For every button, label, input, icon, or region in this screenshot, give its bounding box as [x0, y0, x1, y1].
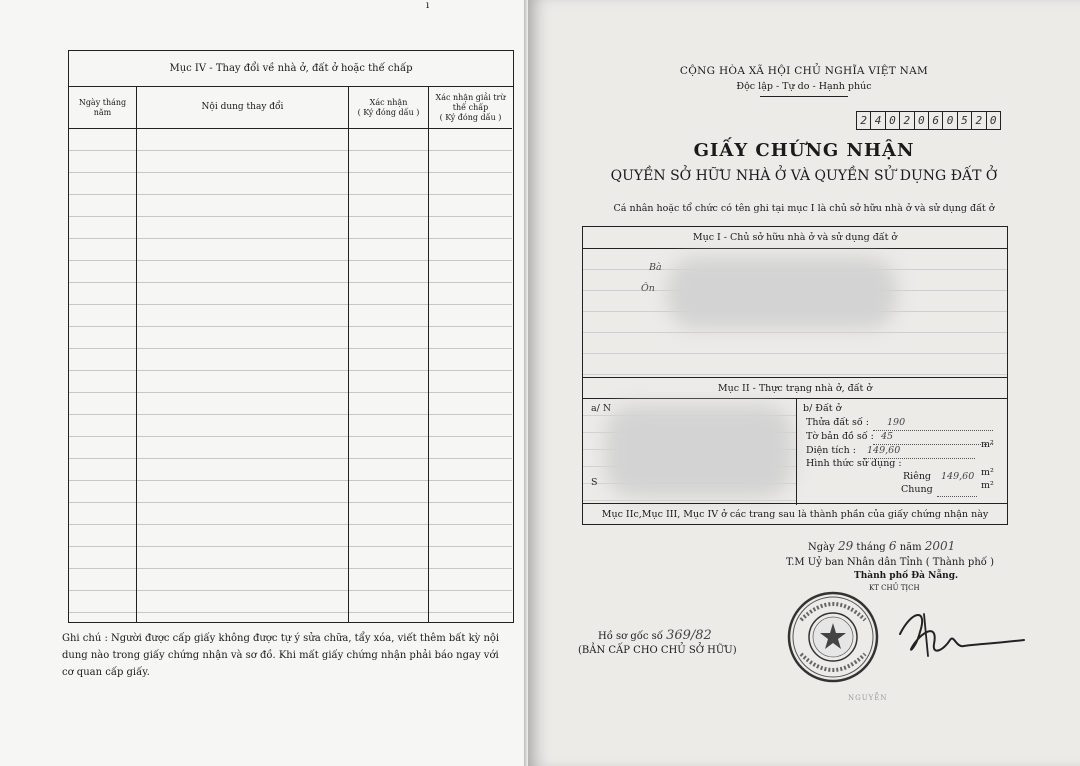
- shared-label: Chung: [901, 484, 933, 495]
- owner-line1-prefix: Bà: [649, 262, 662, 273]
- serial-digit: 4: [871, 112, 885, 129]
- column-date: [69, 87, 137, 622]
- column-date-body: [69, 129, 136, 622]
- column-release-header: Xác nhận giải trừ thế chấp ( Ký đóng dấu ): [429, 87, 512, 129]
- certificate-title: GIẤY CHỨNG NHẬN: [693, 140, 915, 161]
- map-value: 45: [881, 431, 894, 442]
- column-date-header: Ngày tháng năm: [69, 87, 136, 129]
- usage-label: Hình thức sử dụng :: [806, 458, 902, 469]
- signature: [894, 604, 1030, 664]
- column-confirm-body: [349, 129, 428, 622]
- serial-digit: 2: [900, 112, 914, 129]
- certificate-intro: Cá nhân hoặc tổ chức có tên ghi tại mục I là chủ sở hữu nhà ở và sử dụng đất ở: [613, 203, 995, 214]
- section2-title: Mục II - Thực trạng nhà ở, đất ở: [583, 377, 1007, 399]
- sections-box: [582, 226, 1008, 525]
- serial-digit: 0: [989, 114, 997, 127]
- motto-underline: [760, 96, 848, 97]
- plot-value: 190: [887, 417, 906, 428]
- map-label: Tờ bản đồ số :: [806, 431, 874, 442]
- issue-date: [808, 539, 955, 553]
- chairman-title: KT CHỦ TỊCH: [869, 584, 920, 592]
- section1-title: Mục I - Chủ sở hữu nhà ở và sử dụng đất ở: [583, 227, 1007, 249]
- section2-divider: [796, 399, 797, 505]
- house-area-prefix: S: [591, 477, 598, 488]
- plot-label: Thửa đất số :: [806, 417, 869, 428]
- column-content-body: [137, 129, 348, 622]
- house-prefix: a/ N: [591, 403, 612, 414]
- area-unit: m²: [981, 439, 994, 450]
- day-label: Ngày: [808, 542, 835, 553]
- signer-name-faded: NGUYỄN: [848, 694, 888, 702]
- page-mark: ı: [426, 0, 430, 11]
- serial-digit: 0: [943, 112, 957, 129]
- column-release-body: [429, 129, 512, 622]
- column-confirm: [349, 87, 429, 622]
- column-content: [137, 87, 349, 622]
- house-details: [583, 399, 796, 505]
- serial-digit: 2: [857, 112, 871, 129]
- owner-copy-label: (BẢN CẤP CHO CHỦ SỞ HỮU): [578, 645, 737, 656]
- month-value: 6: [888, 539, 897, 553]
- column-release: [429, 87, 512, 622]
- certificate-subtitle: QUYỀN SỞ HỮU NHÀ Ở VÀ QUYỀN SỬ DỤNG ĐẤT Ở: [610, 168, 998, 184]
- serial-digit: 5: [958, 112, 972, 129]
- serial-digit: 2: [972, 112, 986, 129]
- left-page: [0, 0, 528, 766]
- owner-line2-prefix: Ôn: [641, 283, 655, 294]
- note-text: Ghi chú : Người được cấp giấy không được tự ý sửa chữa, tẩy xóa, viết thêm bất kỳ nội dung nào trong giấy chứng nhận và sơ đồ. Khi mất giấy chứng nhận phải báo ngay với cơ quan cấp giấy.: [62, 633, 500, 678]
- land-heading: b/ Đất ở: [803, 403, 842, 414]
- changes-table-title: Mục IV - Thay đổi về nhà ở, đất ở hoặc thế chấp: [69, 51, 513, 87]
- right-page: [528, 0, 1080, 766]
- nation-name: CỘNG HÒA XÃ HỘI CHỦ NGHĨA VIỆT NAM: [679, 65, 929, 77]
- private-label: Riêng: [903, 471, 932, 482]
- section1-body: [583, 249, 1007, 377]
- area-label: Diện tích :: [806, 445, 856, 456]
- official-seal: [786, 590, 880, 684]
- year-label: năm: [899, 542, 922, 553]
- month-label: tháng: [856, 542, 886, 553]
- serial-digit: 0: [915, 112, 929, 129]
- area-value: 149,60: [867, 445, 901, 456]
- private-unit: m²: [981, 467, 994, 478]
- redacted-house: [605, 405, 793, 497]
- year-value: 2001: [924, 539, 956, 553]
- section-footer-note: Mục IIc,Mục III, Mục IV ở các trang sau là thành phần của giấy chứng nhận này: [583, 503, 1007, 524]
- serial-number-box: [856, 111, 1001, 130]
- shared-unit: m²: [981, 480, 994, 491]
- serial-digit: 0: [886, 112, 900, 129]
- serial-digit: 6: [929, 112, 943, 129]
- shared-dots: [937, 495, 977, 497]
- record-number-line: [598, 628, 712, 643]
- motto: Độc lập - Tự do - Hạnh phúc: [736, 81, 872, 92]
- column-confirm-header: Xác nhận ( Ký đóng dấu ): [349, 87, 428, 129]
- record-label: Hồ sơ gốc số: [598, 631, 663, 642]
- changes-table: [68, 50, 514, 623]
- committee-name: T.M Uỷ ban Nhân dân Tỉnh ( Thành phố ): [786, 557, 994, 568]
- private-value: 149,60: [941, 471, 975, 482]
- column-content-header: Nội dung thay đổi: [137, 87, 348, 129]
- redacted-owner: [667, 257, 897, 329]
- record-value: 369/82: [666, 628, 712, 643]
- city-name: Thành phố Đà Nẵng.: [854, 571, 959, 581]
- day-value: 29: [837, 539, 854, 553]
